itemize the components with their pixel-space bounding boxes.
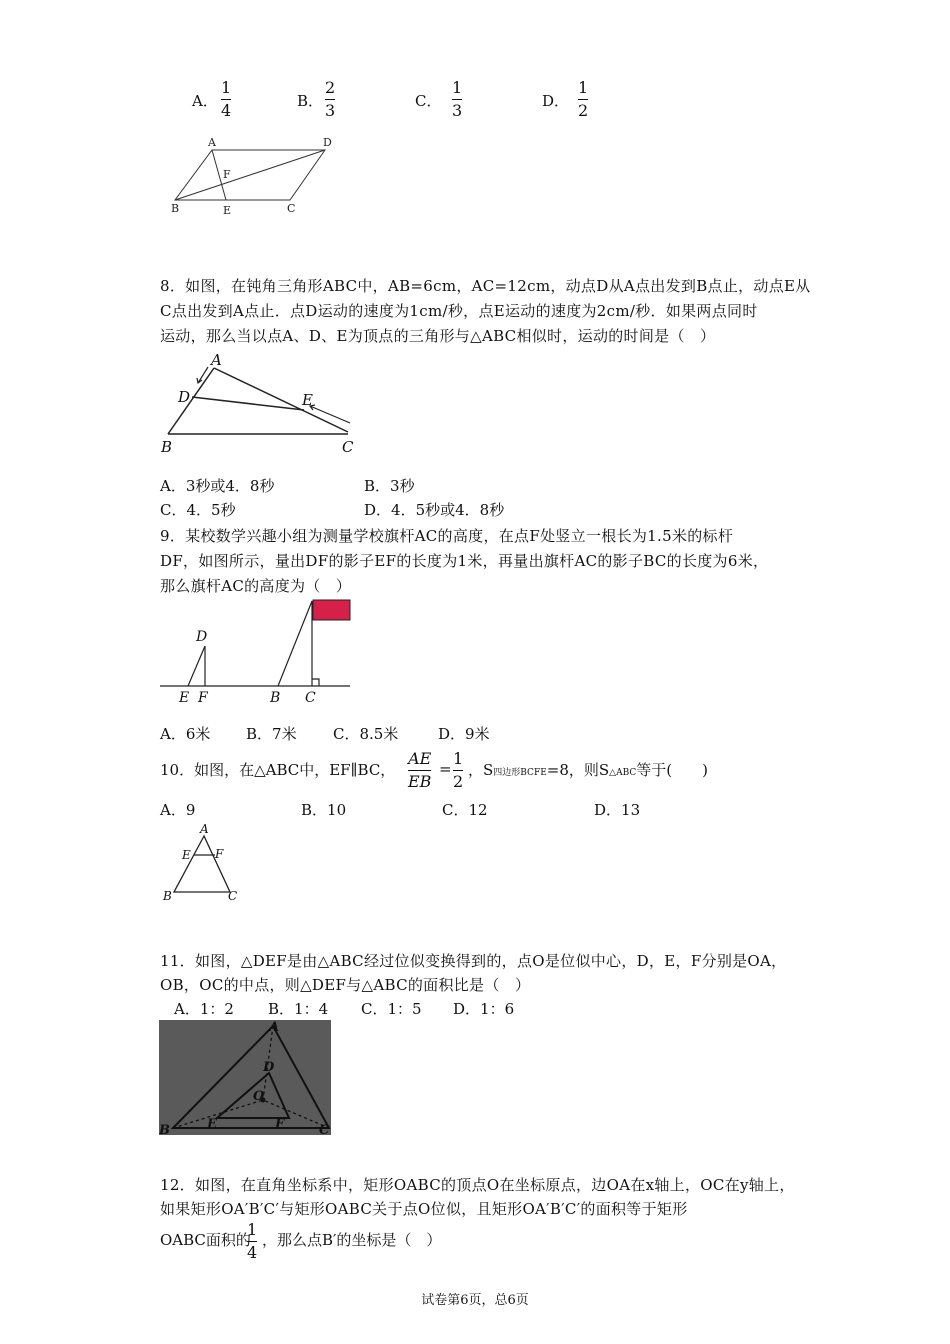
q9-label-e: E <box>179 690 190 706</box>
q10-option-c: C．12 <box>442 801 488 819</box>
q11-option-a: A．1：2 <box>174 1000 234 1018</box>
q9-shadow-line-ba <box>278 601 312 686</box>
q9-option-a: A．6米 <box>160 725 211 743</box>
q7-label-d: D <box>323 136 332 149</box>
q10-label-a: A <box>200 822 209 836</box>
q10-label-f: F <box>215 847 224 861</box>
q7-option-d-letter: D． <box>542 92 570 110</box>
q10-triangle-figure <box>160 820 250 905</box>
q11-label-d: D <box>263 1060 275 1075</box>
q11-text-line-1: 11．如图，△DEF是由△ABC经过位似变换得到的，点O是位似中心，D，E，F分别是OA， <box>160 952 787 970</box>
q8-label-d: D <box>178 388 191 406</box>
q11-label-c: C <box>319 1123 330 1135</box>
q8-label-a: A <box>211 351 222 369</box>
q8-text-line-1: 8．如图，在钝角三角形ABC中，AB=6cm，AC=12cm，动点D从A点出发到B点止，动点E从 <box>160 277 811 295</box>
q7-option-c-letter: C． <box>415 92 442 110</box>
q8-arrow-d <box>198 367 208 383</box>
q11-label-b: B <box>159 1123 170 1135</box>
q7-label-b: B <box>171 202 180 215</box>
q7-option-c-fraction: 1 3 <box>452 78 463 120</box>
q11-option-d: D．1：6 <box>453 1000 515 1018</box>
q8-side-ac <box>214 368 348 432</box>
q11-homothety-figure <box>159 1020 331 1135</box>
q10-triangle-abc <box>174 836 230 892</box>
q12-text-line-1: 12．如图，在直角坐标系中，矩形OABC的顶点O在坐标原点，边OA在x轴上，OC在y轴上， <box>160 1176 795 1194</box>
q7-label-f: F <box>223 168 231 181</box>
q10-text-prefix: 10．如图，在△ABC中，EF∥BC， <box>160 761 396 779</box>
q11-label-o: O <box>253 1089 265 1104</box>
q12-text-line-3-prefix: OABC面积的 <box>160 1231 251 1249</box>
q8-text-line-2: C点出发到A点止．点D运动的速度为1cm/秒，点E运动的速度为2cm/秒．如果两点同时 <box>160 302 758 320</box>
q9-flag <box>313 600 350 620</box>
q7-option-b-fraction: 2 3 <box>325 78 336 120</box>
q9-label-c: C <box>305 690 316 706</box>
q12-text-line-2: 如果矩形OA′B′C′与矩形OABC关于点O位似，且矩形OA′B′C′的面积等于矩形 <box>160 1200 688 1218</box>
q11-label-a: A <box>269 1020 280 1035</box>
q10-value-fraction: 1 2 <box>453 749 464 791</box>
q7-label-e: E <box>223 204 232 217</box>
q8-option-b: B．3秒 <box>364 477 415 495</box>
q11-text-line-2: OB，OC的中点，则△DEF与△ABC的面积比是（ ） <box>160 976 531 994</box>
q8-option-c: C．4．5秒 <box>160 501 236 519</box>
q11-label-f: F <box>275 1117 285 1132</box>
q11-option-b: B．1：4 <box>268 1000 329 1018</box>
q9-text-line-2: DF，如图所示，量出DF的影子EF的长度为1米，再量出旗杆AC的影子BC的长度为6米， <box>160 552 769 570</box>
page-footer: 试卷第6页，总6页 <box>421 1293 529 1308</box>
q8-text-line-3: 运动，那么当以点A、D、E为顶点的三角形与△ABC相似时，运动的时间是（ ） <box>160 327 716 345</box>
q9-label-d: D <box>196 629 208 645</box>
q8-arrow-e <box>310 406 350 423</box>
q7-option-b-letter: B． <box>297 92 324 110</box>
q10-ratio-fraction: AE EB <box>408 749 432 791</box>
q8-label-c: C <box>342 438 354 456</box>
q10-label-c: C <box>228 889 238 903</box>
q7-parallelogram-figure <box>165 132 345 222</box>
q7-line-bd <box>175 150 325 200</box>
q7-label-c: C <box>287 202 296 215</box>
q10-option-d: D．13 <box>594 801 641 819</box>
q7-option-d-fraction: 1 2 <box>578 78 589 120</box>
q8-side-ab <box>168 368 214 434</box>
q9-text-line-3: 那么旗杆AC的高度为（ ） <box>160 577 352 595</box>
q9-option-c: C．8.5米 <box>333 725 399 743</box>
q8-triangle-figure <box>158 350 368 460</box>
q10-label-e: E <box>182 848 191 862</box>
q10-option-a: A．9 <box>160 801 196 819</box>
q8-label-b: B <box>161 438 173 456</box>
q7-option-a-letter: A． <box>192 92 218 110</box>
q7-option-a-fraction: 1 4 <box>221 78 232 120</box>
q8-label-e: E <box>302 391 313 409</box>
q9-flagpole-figure <box>158 596 358 711</box>
q7-label-a: A <box>208 136 216 149</box>
q10-label-b: B <box>163 889 172 903</box>
q12-text-line-3-suffix: ，那么点B′的坐标是（ ） <box>262 1231 442 1249</box>
q11-option-c: C．1：5 <box>361 1000 422 1018</box>
q9-option-d: D．9米 <box>438 725 490 743</box>
q12-area-fraction: 1 4 <box>247 1220 258 1262</box>
q9-shadow-line-ed <box>188 646 205 686</box>
q9-text-line-1: 9．某校数学兴趣小组为测量学校旗杆AC的高度，在点F处竖立一根长为1.5米的标杆 <box>160 527 734 545</box>
q10-equals: = <box>439 760 452 778</box>
q9-right-angle-mark <box>312 679 319 686</box>
q10-option-b: B．10 <box>301 801 347 819</box>
q9-label-f: F <box>198 690 208 706</box>
q9-option-b: B．7米 <box>246 725 297 743</box>
q11-label-e: E <box>207 1117 217 1132</box>
q8-option-d: D．4．5秒或4．8秒 <box>364 501 505 519</box>
q10-area-condition: ，S四边形BCFE=8，则S△ABC等于( ) <box>468 761 708 779</box>
q9-label-b: B <box>270 690 281 706</box>
q8-option-a: A．3秒或4．8秒 <box>160 477 275 495</box>
